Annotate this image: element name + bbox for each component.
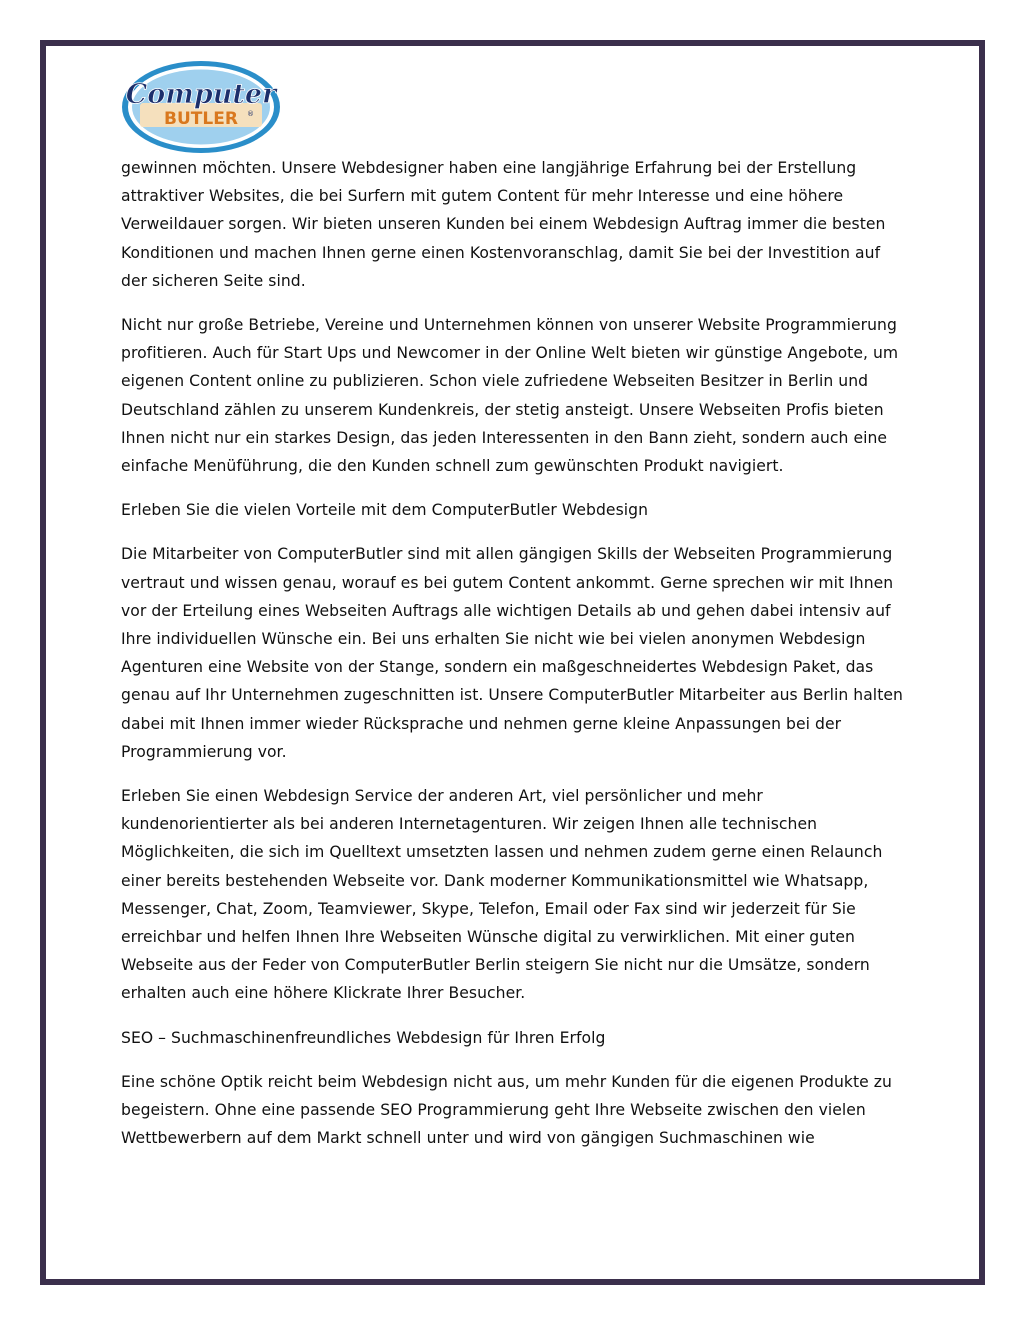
computer-butler-logo	[120, 59, 282, 155]
paragraph: Die Mitarbeiter von ComputerButler sind mit allen gängigen Skills der Webseiten Programmierung vertraut und wissen genau, worauf es bei gutem Content ankommt. Gerne sprechen wir mit Ihnen vor der Erteilung eines Webseiten Auftrags alle wichtigen Details ab und gehen dabei intensiv auf Ihre individuellen Wünsche ein. Bei uns erhalten Sie nicht wie bei vielen anonymen Webdesign Agenturen eine Website von der Stange, sondern ein maßgeschneidertes Webdesign Paket, das genau auf Ihr Unternehmen zugeschnitten ist. Unsere ComputerButler Mitarbeiter aus Berlin halten dabei mit Ihnen immer wieder Rücksprache und nehmen gerne kleine Anpassungen bei der Programmierung vor.	[121, 545, 903, 761]
document-body	[121, 154, 911, 1169]
paragraph: Nicht nur große Betriebe, Vereine und Unternehmen können von unserer Website Programmierung profitieren. Auch für Start Ups und Newcomer in der Online Welt bieten wir günstige Angebote, um eigenen Content online zu publizieren. Schon viele zufriedene Webseiten Besitzer in Berlin und Deutschland zählen zu unserem Kundenkreis, der stetig ansteigt. Unsere Webseiten Profis bieten Ihnen nicht nur ein starkes Design, das jeden Interessenten in den Bann zieht, sondern auch eine einfache Menüführung, die den Kunden schnell zum gewünschten Produkt navigiert.	[121, 316, 899, 476]
logo-butler-wordmark: BUTLER	[164, 109, 238, 129]
logo-registered-mark: ®	[247, 110, 254, 118]
section-heading: Erleben Sie die vielen Vorteile mit dem ComputerButler Webdesign	[121, 501, 649, 520]
paragraph: gewinnen möchten. Unsere Webdesigner haben eine langjährige Erfahrung bei der Erstellung attraktiver Websites, die bei Surfern mit gutem Content für mehr Interesse und eine höhere Verweildauer sorgen. Wir bieten unseren Kunden bei einem Webdesign Auftrag immer die besten Konditionen und machen Ihnen gerne einen Kostenvoranschlag, damit Sie bei der Investition auf der sicheren Seite sind.	[121, 159, 886, 290]
section-heading: SEO – Suchmaschinenfreundliches Webdesign für Ihren Erfolg	[121, 1028, 606, 1047]
logo-computer-wordmark: Computer	[125, 79, 277, 110]
paragraph: Erleben Sie einen Webdesign Service der anderen Art, viel persönlicher und mehr kundenorientierter als bei anderen Internetagenturen. Wir zeigen Ihnen alle technischen Möglichkeiten, die sich im Quelltext umsetzten lassen und nehmen zudem gerne einen Relaunch einer bereits bestehenden Webseite vor. Dank moderner Kommunikationsmittel wie Whatsapp, Messenger, Chat, Zoom, Teamviewer, Skype, Telefon, Email oder Fax sind wir jederzeit für Sie erreichbar und helfen Ihnen Ihre Webseiten Wünsche digital zu verwirklichen. Mit einer guten Webseite aus der Feder von ComputerButler Berlin steigern Sie nicht nur die Umsätze, sondern erhalten auch eine höhere Klickrate Ihrer Besucher.	[121, 787, 883, 1003]
paragraph: Eine schöne Optik reicht beim Webdesign nicht aus, um mehr Kunden für die eigenen Produkte zu begeistern. Ohne eine passende SEO Programmierung geht Ihre Webseite zwischen den vielen Wettbewerbern auf dem Markt schnell unter und wird von gängigen Suchmaschinen wie	[121, 1072, 892, 1148]
